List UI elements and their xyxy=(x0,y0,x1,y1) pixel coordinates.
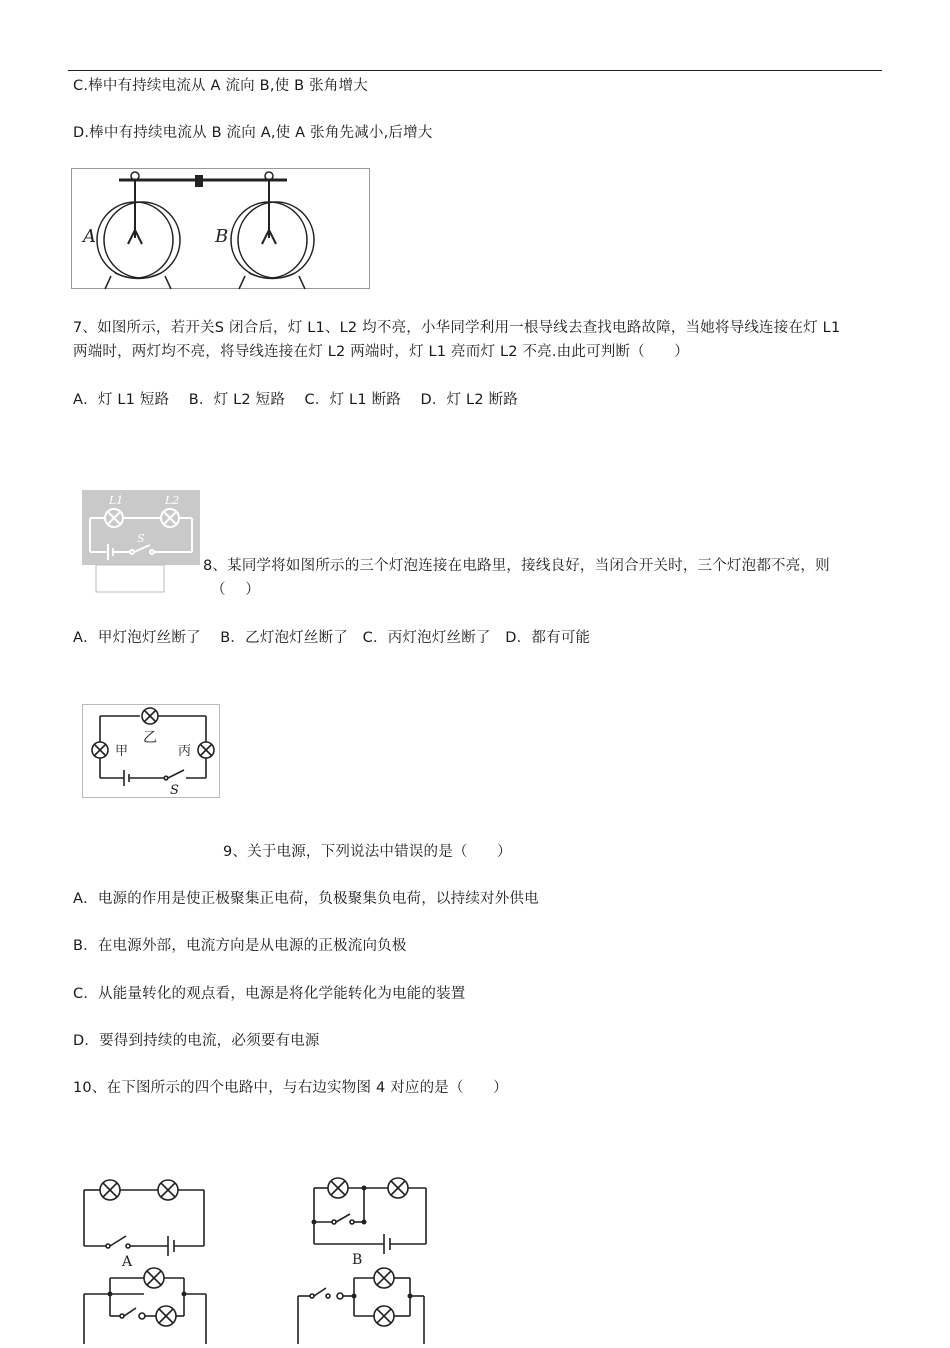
q8-options: A．甲灯泡灯丝断了 B．乙灯泡灯丝断了 C．丙灯泡灯丝断了 D．都有可能 xyxy=(73,630,591,646)
q7-circuit-figure xyxy=(82,490,202,598)
q7-stem-line2: 两端时，两灯均不亮，将导线连接在灯 L2 两端时，灯 L1 亮而灯 L2 不亮.由此可判断（ ） xyxy=(73,344,689,360)
q6-option-d: D.棒中有持续电流从 B 流向 A,使 A 张角先减小,后增大 xyxy=(73,125,433,141)
q9-stem: 9、关于电源，下列说法中错误的是（ ） xyxy=(223,844,512,860)
q7-l2-label: L2 xyxy=(165,494,180,507)
q6-option-c: C.棒中有持续电流从 A 流向 B,使 B 张角增大 xyxy=(73,78,368,94)
q9-option-d: D．要得到持续的电流，必须要有电源 xyxy=(73,1033,320,1049)
electroscope-figure xyxy=(71,168,371,294)
header-rule xyxy=(68,70,882,71)
electroscope-b-label: B xyxy=(215,226,229,247)
q7-options: A．灯 L1 短路 B．灯 L2 短路 C．灯 L1 断路 D．灯 L2 断路 xyxy=(73,392,518,408)
electroscope-a-label: A xyxy=(83,226,96,247)
q8-circuit-figure xyxy=(82,704,222,804)
q9-option-b: B．在电源外部，电流方向是从电源的正极流向负极 xyxy=(73,938,407,954)
q8-stem-line2: （ ） xyxy=(211,582,260,598)
q8-jia-label: 甲 xyxy=(115,744,129,759)
q9-option-a: A．电源的作用是使正极聚集正电荷，负极聚集负电荷，以持续对外供电 xyxy=(73,891,539,907)
q8-bing-label: 丙 xyxy=(178,744,192,759)
q7-switch-label: S xyxy=(137,532,145,545)
q9-option-c: C．从能量转化的观点看，电源是将化学能转化为电能的装置 xyxy=(73,986,466,1002)
q10-circuit-a-label: A xyxy=(122,1254,133,1270)
q7-l1-label: L1 xyxy=(109,494,124,507)
q7-stem-line1: 7、如图所示，若开关S 闭合后，灯 L1、L2 均不亮，小华同学利用一根导线去查找电路故障，当她将导线连接在灯 L1 xyxy=(73,320,841,336)
q10-stem: 10、在下图所示的四个电路中，与右边实物图 4 对应的是（ ） xyxy=(73,1080,508,1096)
q10-circuit-b-label: B xyxy=(352,1252,363,1268)
q8-yi-label: 乙 xyxy=(143,730,157,746)
q10-circuits-figure xyxy=(70,1166,450,1348)
q8-stem-line1: 8、某同学将如图所示的三个灯泡连接在电路里，接线良好，当闭合开关时，三个灯泡都不亮，则 xyxy=(203,558,830,574)
q8-switch-label: S xyxy=(170,783,179,798)
